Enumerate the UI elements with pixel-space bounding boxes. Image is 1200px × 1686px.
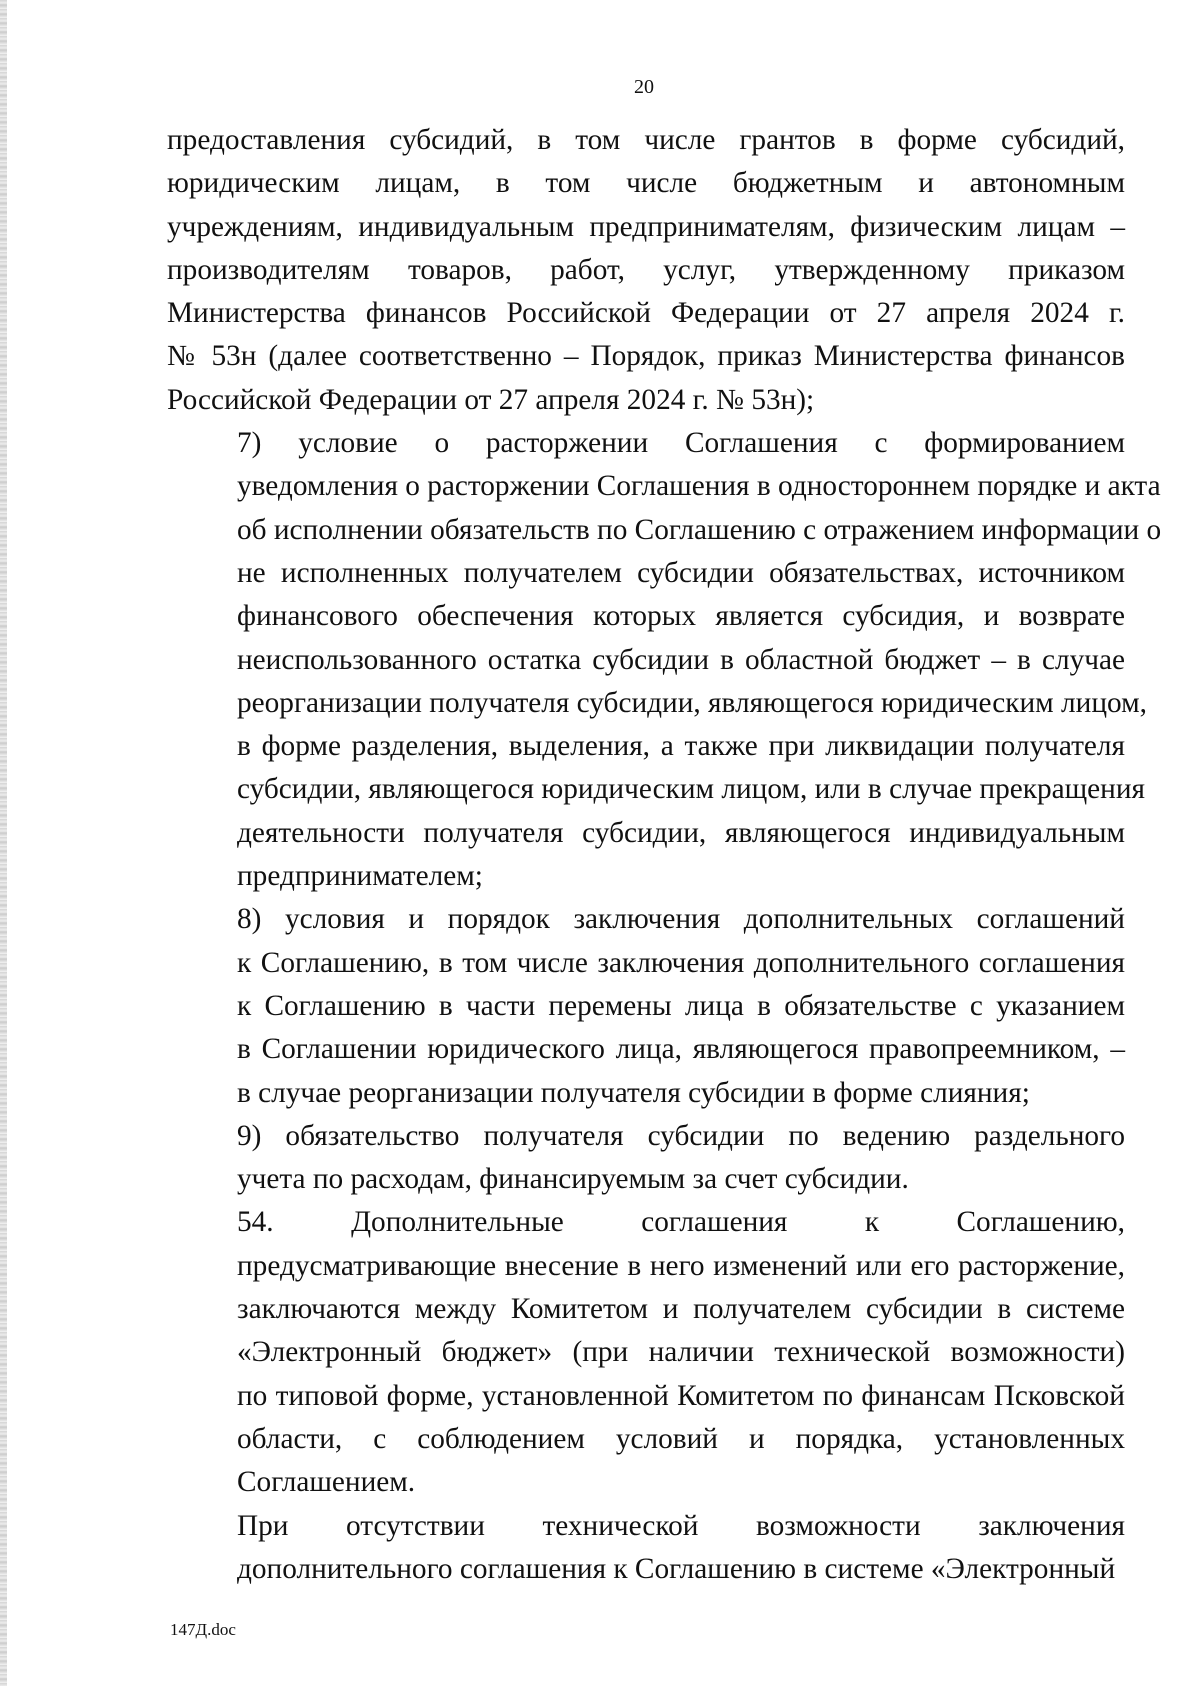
text-line: уведомления о расторжении Соглашения в одностороннем порядке и акта bbox=[237, 470, 1161, 503]
text-line: № 53н (далее соответственно – Порядок, приказ Министерства финансов bbox=[167, 340, 1125, 373]
text-line: реорганизации получателя субсидии, являющегося юридическим лицом, bbox=[237, 686, 1147, 719]
text-line: субсидии, являющегося юридическим лицом, или в случае прекращения bbox=[237, 773, 1146, 806]
file-name-footer: 147Д.doc bbox=[170, 1620, 236, 1639]
text-line: 54. Дополнительные соглашения к Соглашению, bbox=[237, 1206, 1125, 1239]
text-line: 9) обязательство получателя субсидии по ведению раздельного bbox=[237, 1119, 1125, 1152]
text-line: об исполнении обязательств по Соглашению с отражением информации о bbox=[237, 513, 1162, 546]
text-line: области, с соблюдением условий и порядка, установленных bbox=[237, 1422, 1125, 1455]
text-line: Соглашением. bbox=[237, 1466, 416, 1499]
text-line: Российской Федерации от 27 апреля 2024 г. № 53н); bbox=[167, 383, 815, 416]
text-line: неиспользованного остатка субсидии в областной бюджет – в случае bbox=[237, 643, 1125, 676]
text-line: 7) условие о расторжении Соглашения с формированием bbox=[237, 427, 1125, 460]
document-body bbox=[167, 119, 1162, 1591]
text-line: «Электронный бюджет» (при наличии технической возможности) bbox=[237, 1336, 1125, 1369]
text-line: финансового обеспечения которых является субсидия, и возврате bbox=[237, 600, 1125, 633]
paragraph bbox=[167, 119, 1125, 422]
text-line: дополнительного соглашения к Соглашению в системе «Электронный bbox=[237, 1552, 1116, 1585]
text-line: к Соглашению, в том числе заключения дополнительного соглашения bbox=[237, 946, 1125, 979]
text-line: учета по расходам, финансируемым за счет субсидии. bbox=[237, 1163, 909, 1196]
paragraph bbox=[167, 898, 1125, 1114]
text-line: юридическим лицам, в том числе бюджетным и автономным bbox=[167, 167, 1125, 200]
text-line: производителям товаров, работ, услуг, утвержденному приказом bbox=[167, 253, 1125, 286]
text-line: Министерства финансов Российской Федерации от 27 апреля 2024 г. bbox=[167, 297, 1125, 330]
page-number: 20 bbox=[634, 76, 654, 98]
text-line: в случае реорганизации получателя субсидии в форме слияния; bbox=[237, 1076, 1030, 1109]
text-line: При отсутствии технической возможности заключения bbox=[237, 1509, 1125, 1542]
paragraph bbox=[167, 1201, 1125, 1504]
text-line: предоставления субсидий, в том числе грантов в форме субсидий, bbox=[167, 124, 1125, 156]
scan-edge-artifact bbox=[0, 0, 7, 1686]
text-line: не исполненных получателем субсидии обязательствах, источником bbox=[237, 556, 1125, 589]
text-line: в Соглашении юридического лица, являющегося правопреемником, – bbox=[237, 1033, 1125, 1066]
text-line: в форме разделения, выделения, а также при ликвидации получателя bbox=[237, 730, 1125, 763]
text-line: предусматривающие внесение в него изменений или его расторжение, bbox=[237, 1249, 1125, 1282]
text-line: предпринимателем; bbox=[237, 860, 483, 893]
text-line: 8) условия и порядок заключения дополнительных соглашений bbox=[237, 903, 1125, 936]
paragraph bbox=[167, 422, 1162, 898]
text-line: к Соглашению в части перемены лица в обязательстве с указанием bbox=[237, 989, 1125, 1022]
text-line: по типовой форме, установленной Комитетом по финансам Псковской bbox=[237, 1379, 1125, 1412]
text-line: учреждениям, индивидуальным предпринимателям, физическим лицам – bbox=[167, 210, 1125, 243]
paragraph bbox=[167, 1505, 1125, 1592]
paragraph bbox=[167, 1115, 1125, 1202]
text-line: заключаются между Комитетом и получателем субсидии в системе bbox=[237, 1293, 1125, 1326]
text-line: деятельности получателя субсидии, являющегося индивидуальным bbox=[237, 816, 1125, 849]
